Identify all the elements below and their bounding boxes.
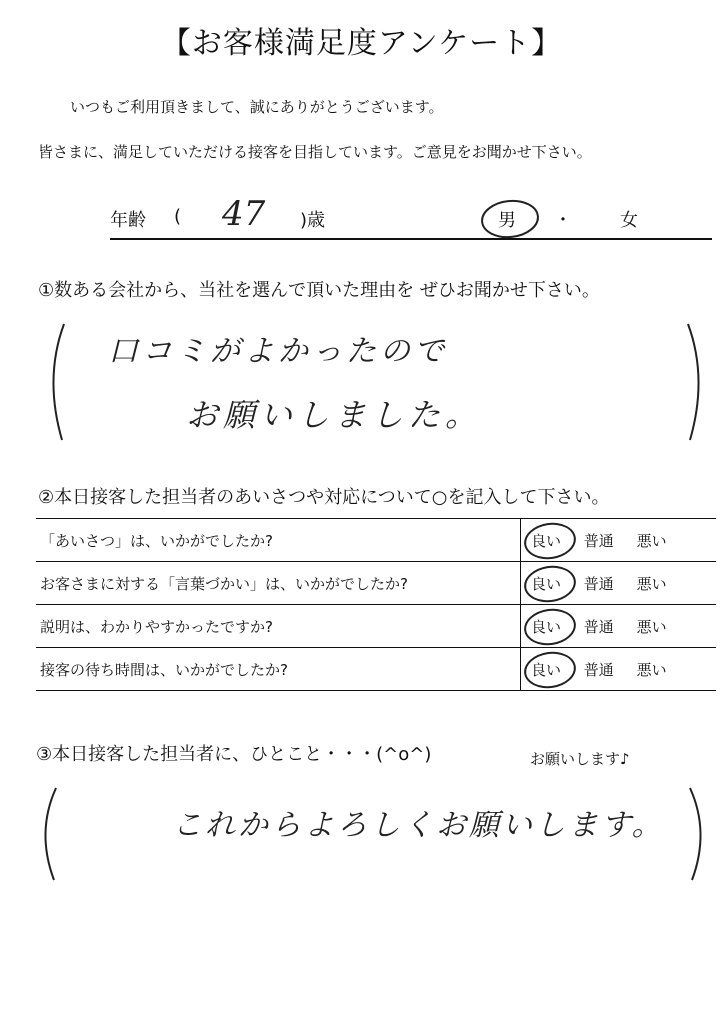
gender-male[interactable]: 男	[498, 210, 516, 231]
question-3-text: ③本日接客した担当者に、ひとこと・・・(^o^)	[36, 744, 432, 765]
rating-question: 接客の待ち時間は、いかがでしたか?	[36, 648, 521, 691]
gender-female[interactable]: 女	[620, 210, 638, 231]
option-normal[interactable]: 普通	[583, 531, 614, 550]
age-value[interactable]: 47	[222, 194, 266, 234]
option-good[interactable]: 良い	[531, 617, 562, 636]
age-gender-row	[110, 194, 710, 242]
age-open-paren: (	[174, 206, 182, 227]
rating-options	[521, 648, 717, 691]
rating-question: お客さまに対する「言葉づかい」は、いかがでしたか?	[36, 562, 521, 605]
rating-question: 「あいさつ」は、いかがでしたか?	[36, 519, 521, 562]
rating-options	[521, 605, 717, 648]
option-normal[interactable]: 普通	[583, 617, 614, 636]
option-good[interactable]: 良い	[531, 531, 562, 550]
option-bad[interactable]: 悪い	[636, 617, 667, 636]
option-bad[interactable]: 悪い	[636, 660, 667, 679]
option-bad[interactable]: 悪い	[636, 531, 667, 550]
age-close-paren: )歳	[300, 210, 326, 231]
page-title: 【お客様満足度アンケート】	[160, 26, 563, 61]
question-3-note: お願いします♪	[530, 750, 630, 768]
rating-table	[36, 518, 716, 691]
table-row	[36, 562, 716, 605]
option-normal[interactable]: 普通	[583, 660, 614, 679]
gender-circle-mark	[476, 196, 546, 242]
table-row	[36, 605, 716, 648]
intro-line-1: いつもご利用頂きまして、誠にありがとうございます。	[70, 98, 444, 116]
question-3-answer[interactable]: これからよろしくお願いします。	[172, 808, 665, 843]
table-row	[36, 519, 716, 562]
option-bad[interactable]: 悪い	[636, 574, 667, 593]
rating-options	[521, 562, 717, 605]
rating-options	[521, 519, 717, 562]
gender-separator: ・	[554, 210, 572, 231]
question-1-answer-line-1[interactable]: 口コミがよかったので	[108, 334, 448, 369]
rating-question: 説明は、わかりやすかったですか?	[36, 605, 521, 648]
question-2-text: ②本日接客した担当者のあいさつや対応について○を記入して下さい。	[38, 487, 610, 508]
option-normal[interactable]: 普通	[583, 574, 614, 593]
option-good[interactable]: 良い	[531, 574, 562, 593]
age-label: 年齢	[110, 210, 146, 231]
option-good[interactable]: 良い	[531, 660, 562, 679]
age-underline	[110, 238, 712, 240]
question-1-answer-line-2[interactable]: お願いしました。	[186, 396, 483, 434]
intro-line-2: 皆さまに、満足していただける接客を目指しています。ご意見をお聞かせ下さい。	[38, 143, 592, 161]
table-row	[36, 648, 716, 691]
question-1-text: ①数ある会社から、当社を選んで頂いた理由を ぜひお聞かせ下さい。	[38, 280, 600, 301]
